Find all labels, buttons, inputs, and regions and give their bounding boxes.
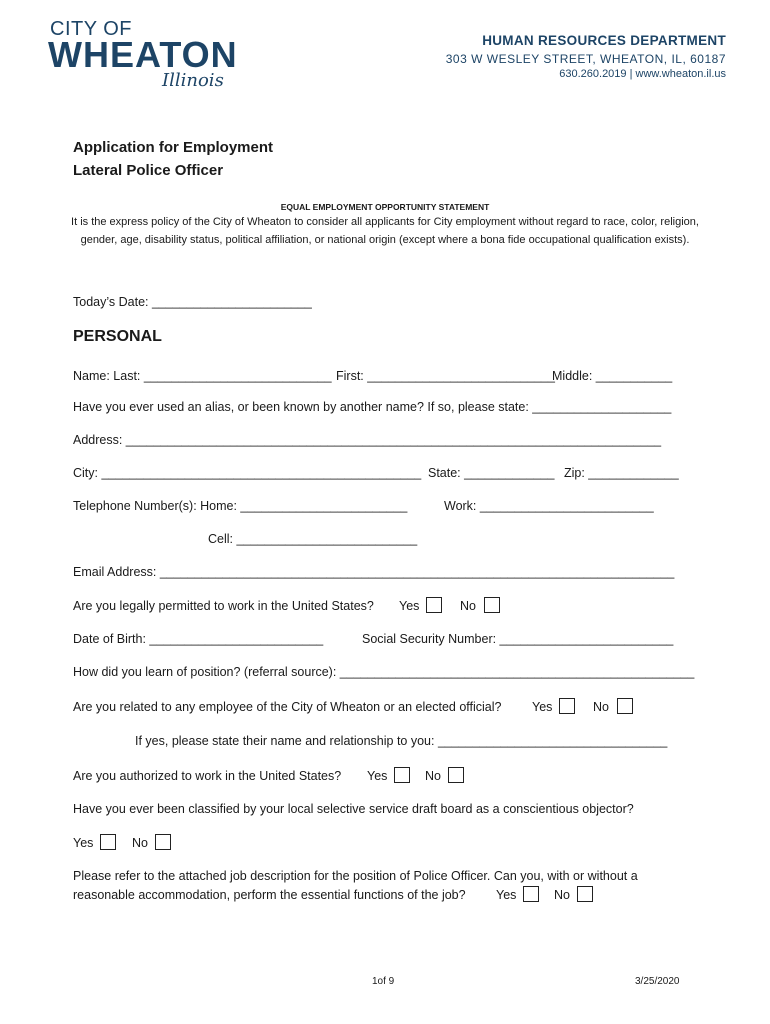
authorized-question: Are you authorized to work in the United States? (73, 769, 342, 783)
date-of-birth-field[interactable]: Date of Birth: _________________________ (73, 632, 324, 646)
department-name: HUMAN RESOURCES DEPARTMENT (482, 33, 726, 48)
eeo-heading: EQUAL EMPLOYMENT OPPORTUNITY STATEMENT (280, 202, 490, 212)
related-question: Are you related to any employee of the City of Wheaton or an elected official? (73, 700, 502, 714)
authorized-yes-label: Yes (367, 769, 388, 783)
telephone-work-field[interactable]: Work: _________________________ (444, 499, 654, 513)
objector-yes-label: Yes (73, 836, 94, 850)
legally-permitted-no-checkbox[interactable] (484, 597, 500, 613)
legally-permitted-no-label: No (460, 599, 476, 613)
accommodation-no-checkbox[interactable] (577, 886, 593, 902)
accommodation-no-label: No (554, 888, 570, 902)
address-field[interactable]: Address: _____________________________________________________________________________ (73, 433, 662, 447)
document-subtitle: Lateral Police Officer (73, 162, 224, 179)
authorized-yes-checkbox[interactable] (394, 767, 410, 783)
todays-date-field[interactable]: Today’s Date: _______________________ (73, 295, 312, 309)
name-last-field[interactable]: Name: Last: ___________________________ (73, 369, 332, 383)
logo-illinois-script: Illinois (162, 70, 224, 91)
email-field[interactable]: Email Address: __________________________________________________________________________ (73, 565, 675, 579)
department-contact: 630.260.2019 | www.wheaton.il.us (559, 68, 726, 80)
logo-city-text: CITY OF (50, 18, 133, 40)
accommodation-yes-label: Yes (496, 888, 517, 902)
revision-date: 3/25/2020 (635, 976, 680, 987)
telephone-home-field[interactable]: Telephone Number(s): Home: ________________________ (73, 499, 408, 513)
name-middle-field[interactable]: Middle: ___________ (552, 369, 673, 383)
name-first-field[interactable]: First: ___________________________ (336, 369, 555, 383)
department-address: 303 W WESLEY STREET, WHEATON, IL, 60187 (445, 52, 726, 66)
ssn-field[interactable]: Social Security Number: _________________________ (362, 632, 674, 646)
referral-source-field[interactable]: How did you learn of position? (referral source): ___________________________________________________ (73, 665, 695, 679)
legally-permitted-question: Are you legally permitted to work in the United States? (73, 599, 374, 613)
accommodation-yes-checkbox[interactable] (523, 886, 539, 902)
related-no-checkbox[interactable] (617, 698, 633, 714)
state-field[interactable]: State: _____________ (428, 466, 555, 480)
accommodation-question-line2: reasonable accommodation, perform the essential functions of the job? (73, 888, 466, 902)
objector-no-checkbox[interactable] (155, 834, 171, 850)
document-title: Application for Employment (73, 139, 274, 156)
page-number: 1of 9 (372, 976, 395, 987)
authorized-no-label: No (425, 769, 441, 783)
city-field[interactable]: City: ______________________________________________ (73, 466, 422, 480)
related-followup-field[interactable]: If yes, please state their name and relationship to you: _________________________________ (135, 734, 668, 748)
authorized-no-checkbox[interactable] (448, 767, 464, 783)
objector-no-label: No (132, 836, 148, 850)
objector-question: Have you ever been classified by your local selective service draft board as a conscientious objector? (73, 802, 634, 816)
section-personal-heading: PERSONAL (73, 328, 162, 345)
objector-yes-checkbox[interactable] (100, 834, 116, 850)
legally-permitted-yes-checkbox[interactable] (426, 597, 442, 613)
alias-field[interactable]: Have you ever used an alias, or been known by another name? If so, please state: ____________________ (73, 400, 672, 414)
legally-permitted-yes-label: Yes (399, 599, 420, 613)
eeo-statement: It is the express policy of the City of Wheaton to consider all applicants for City employment without regard to race, color, religion, gender, age, disability status, political affiliation, or national origin (except where a bona fide occupational qualification exists). (71, 216, 699, 246)
related-yes-label: Yes (532, 700, 553, 714)
related-no-label: No (593, 700, 609, 714)
related-yes-checkbox[interactable] (559, 698, 575, 714)
accommodation-question-line1: Please refer to the attached job description for the position of Police Officer. Can you, with or without a (73, 869, 638, 883)
telephone-cell-field[interactable]: Cell: __________________________ (208, 532, 418, 546)
zip-field[interactable]: Zip: _____________ (564, 466, 679, 480)
logo-wheaton-text: WHEATON (48, 34, 238, 75)
